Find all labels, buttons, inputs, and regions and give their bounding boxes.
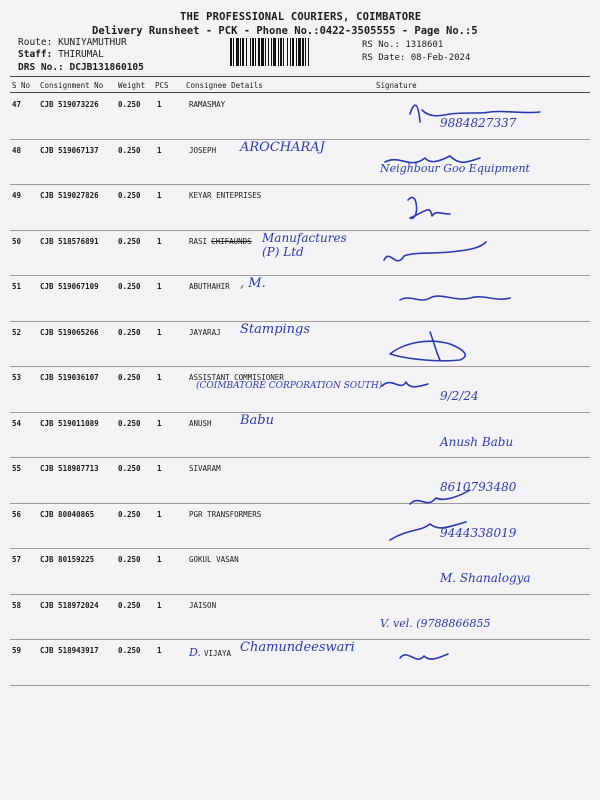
- serial-number: 49: [12, 191, 22, 200]
- consignment-number: CJB 519027826: [40, 191, 99, 200]
- consignment-number: CJB 519067137: [40, 145, 99, 155]
- signature-52: [390, 332, 465, 361]
- consignee-details: [189, 328, 221, 337]
- pieces: 1: [157, 646, 162, 655]
- pieces: 1: [157, 191, 162, 200]
- consignee-details: [189, 419, 212, 428]
- consignment-number: CJB 518943917: [40, 646, 99, 655]
- handwritten-note: Stampings: [240, 321, 311, 337]
- consignment-number: CJB 519073226: [40, 100, 99, 109]
- signature-59: [400, 654, 448, 659]
- pieces: 1: [157, 236, 162, 246]
- serial-number: 48: [12, 145, 22, 155]
- drs-value: DCJB131860105: [69, 62, 144, 73]
- signature-note: 9884827337: [440, 116, 517, 130]
- serial-number: 50: [12, 236, 22, 246]
- pieces: 1: [157, 600, 162, 610]
- consignee-name: KEYAR ENTEPRISES: [189, 191, 262, 200]
- consignee-details: [189, 191, 261, 200]
- weight: 0.250: [118, 418, 141, 428]
- pieces: 1: [157, 509, 162, 519]
- consignee-details: [189, 282, 230, 291]
- consignee-details: [189, 100, 225, 109]
- weight: 0.250: [118, 236, 141, 246]
- rs-date: RS Date: 08-Feb-2024: [362, 53, 471, 63]
- weight: 0.250: [118, 600, 141, 610]
- consignee-name: SIVARAM: [189, 464, 221, 473]
- consignee-name: JOSEPH: [189, 145, 217, 155]
- signature-note: 9/2/24: [440, 389, 479, 403]
- consignee-details: [189, 464, 221, 473]
- consignment-number: CJB 80159225: [40, 555, 95, 564]
- handwritten-note: , M.: [240, 276, 266, 291]
- signature-49: [408, 197, 450, 218]
- signature-50: [384, 242, 486, 261]
- header-rule-top: [10, 76, 590, 77]
- weight: 0.250: [118, 191, 141, 200]
- consignment-number: CJB 519067109: [40, 282, 99, 291]
- serial-number: 52: [12, 327, 22, 337]
- staff-value: THIRUMAL: [58, 49, 104, 60]
- col-weight: Weight: [118, 81, 146, 90]
- pieces: 1: [157, 327, 162, 337]
- pieces: 1: [157, 464, 162, 473]
- pieces: 1: [157, 373, 162, 382]
- consignment-number: CJB 518972024: [40, 600, 99, 610]
- signature-56: [390, 522, 466, 540]
- serial-number: 57: [12, 555, 22, 564]
- serial-number: 53: [12, 373, 22, 382]
- signature-note: Anush Babu: [440, 434, 514, 449]
- col-consignment: Consignment No: [40, 81, 104, 90]
- signature-51: [400, 296, 510, 300]
- consignee-name: ASSISTANT COMMISIONER: [189, 373, 284, 382]
- signature-note: V. vel. (9788866855: [380, 616, 491, 630]
- document-title: THE PROFESSIONAL COURIERS, COIMBATORE: [180, 11, 422, 23]
- signature-scribbles: [370, 92, 600, 692]
- consignee-details: [189, 510, 261, 519]
- pieces: 1: [157, 418, 162, 428]
- weight: 0.250: [118, 464, 141, 473]
- signature-note: Neighbour Goo Equipment: [380, 161, 530, 175]
- consignee-details: [189, 601, 216, 610]
- handwritten-note: Babu: [240, 412, 274, 428]
- weight: 0.250: [118, 509, 141, 519]
- document-subtitle: Delivery Runsheet - PCK - Phone No.:0422-3505555 - Page No.:5: [92, 25, 478, 37]
- drs-label: DRS No.:: [18, 62, 64, 73]
- weight: 0.250: [118, 327, 141, 337]
- consignee-details: [189, 146, 216, 155]
- staff-line: [18, 49, 104, 60]
- consignee-name: JAYARAJ: [189, 327, 221, 337]
- consignment-number: CJB 80040865: [40, 509, 95, 519]
- drs-line: [18, 62, 144, 73]
- route-value: KUNIYAMUTHUR: [58, 37, 127, 48]
- struck-text: CHIFAUNDS: [211, 236, 252, 246]
- consignment-number: CJB 518576891: [40, 236, 99, 246]
- consignment-number: CJB 518987713: [40, 464, 99, 473]
- consignee-details: [189, 646, 231, 659]
- consignee-prefix: D.: [189, 646, 201, 659]
- signature-note: 8610793480: [440, 480, 517, 494]
- weight: 0.250: [118, 373, 141, 382]
- serial-number: 58: [12, 600, 22, 610]
- consignee-details: [189, 237, 252, 246]
- weight: 0.250: [118, 555, 141, 564]
- consignment-number: CJB 519036107: [40, 373, 99, 382]
- pieces: 1: [157, 555, 162, 564]
- handwritten-note: Chamundeeswari: [240, 640, 355, 655]
- consignee-name: ANUSH: [189, 418, 212, 428]
- signature-note: M. Shanalogya: [440, 571, 531, 585]
- signature-55: [410, 490, 470, 504]
- consignee-details: [189, 555, 239, 564]
- route-line: [18, 37, 127, 48]
- staff-label: Staff:: [18, 49, 53, 60]
- consignee-name: RASI: [189, 236, 208, 246]
- route-label: Route:: [18, 37, 53, 48]
- pieces: 1: [157, 282, 162, 291]
- barcode: [230, 38, 356, 66]
- weight: 0.250: [118, 145, 141, 155]
- weight: 0.250: [118, 282, 141, 291]
- consignee-name: JAISON: [189, 600, 217, 610]
- signature-note: 9444338019: [440, 525, 517, 540]
- serial-number: 56: [12, 509, 22, 519]
- rs-number: RS No.: 1318601: [362, 40, 444, 50]
- pieces: 1: [157, 100, 162, 109]
- weight: 0.250: [118, 646, 141, 655]
- serial-number: 47: [12, 100, 22, 109]
- consignment-number: CJB 519011089: [40, 418, 99, 428]
- serial-number: 54: [12, 418, 22, 428]
- signature-48: [385, 156, 480, 163]
- consignee-name: RAMASMAY: [189, 100, 226, 109]
- col-pcs: PCS: [155, 81, 169, 90]
- signature-47: [410, 105, 540, 122]
- handwritten-note: (COIMBATORE CORPORATION SOUTH): [196, 381, 383, 391]
- handwritten-note: Manufactures (P) Ltd: [262, 230, 347, 259]
- col-sno: S No: [12, 81, 31, 90]
- consignee-name: ABUTHAHIR: [189, 282, 230, 291]
- signature-53: [382, 382, 428, 387]
- consignee-name: GOKUL VASAN: [189, 555, 239, 564]
- serial-number: 51: [12, 282, 22, 291]
- col-signature: Signature: [376, 81, 417, 90]
- consignee-name: VIJAYA: [203, 649, 232, 658]
- handwritten-note: AROCHARAJ: [240, 139, 325, 155]
- col-consignee: Consignee Details: [186, 81, 263, 90]
- consignment-number: CJB 519065266: [40, 327, 99, 337]
- pieces: 1: [157, 145, 162, 155]
- serial-number: 55: [12, 464, 22, 473]
- serial-number: 59: [12, 646, 22, 655]
- weight: 0.250: [118, 100, 141, 109]
- consignee-name: PGR TRANSFORMERS: [189, 509, 262, 519]
